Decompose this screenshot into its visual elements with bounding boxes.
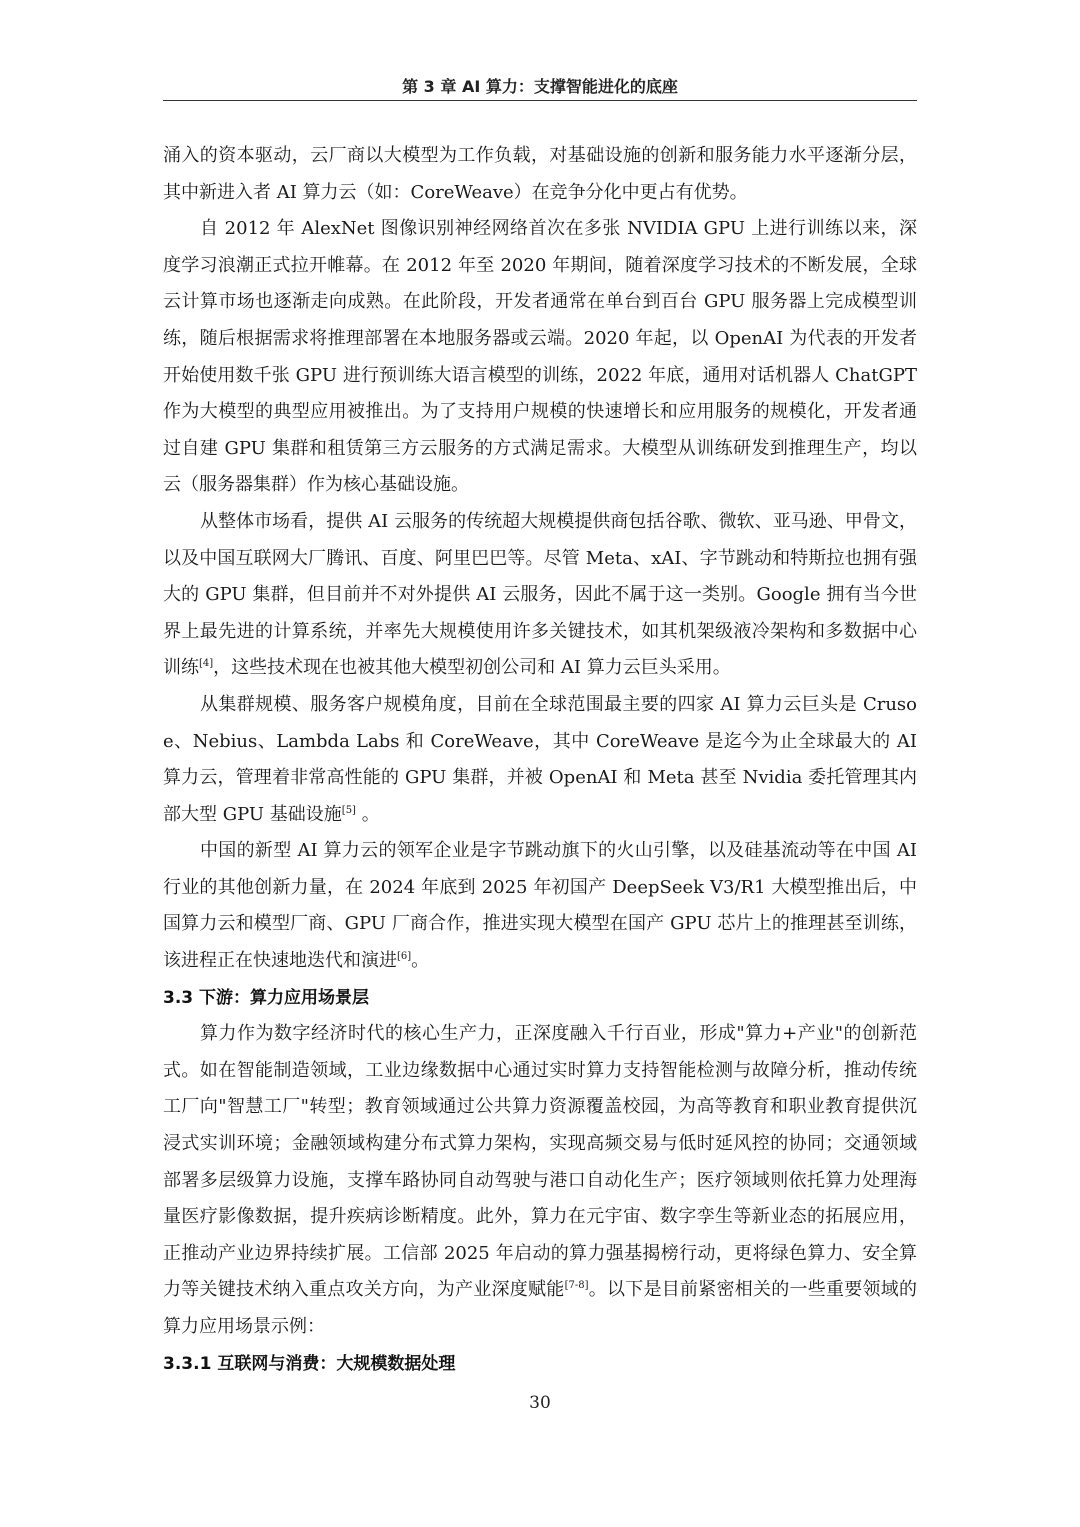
paragraph-text: 中国的新型 AI 算力云的领军企业是字节跳动旗下的火山引擎，以及硅基流动等在中国 AI 行业的其他创新力量，在 2024 年底到 2025 年初国产 DeepSeek V3/R1 大模型推出后，中国算力云和模型厂商、GPU 厂商合作，推进实现大模型在国产 GPU 芯片上的推理甚至训练，该进程正在快速地迭代和演进	[163, 840, 917, 972]
citation-ref: [7-8]	[564, 1280, 589, 1292]
paragraph-market-overview	[163, 504, 917, 687]
paragraph-text: 算力作为数字经济时代的核心生产力，正深度融入千行百业，形成"算力+产业"的创新范式。如在智能制造领域，工业边缘数据中心通过实时算力支持智能检测与故障分析，推动传统工厂向"智慧工厂"转型；教育领域通过公共算力资源覆盖校园，为高等教育和职业教育提供沉浸式实训环境；金融领域构建分布式算力架构，实现高频交易与低时延风控的协同；交通领域部署多层级算力设施，支撑车路协同自动驾驶与港口自动化生产；医疗领域则依托算力处理海量医疗影像数据，提升疾病诊断精度。此外，算力在元宇宙、数字孪生等新业态的拓展应用，正推动产业边界持续扩展。工信部 2025 年启动的算力强基揭榜行动，更将绿色算力、安全算力等关键技术纳入重点攻关方向，为产业深度赋能	[163, 1023, 917, 1301]
paragraph-text: 自 2012 年 AlexNet 图像识别神经网络首次在多张 NVIDIA GPU 上进行训练以来，深度学习浪潮正式拉开帷幕。在 2012 年至 2020 年期间，随着深度学习技术的不断发展，全球云计算市场也逐渐走向成熟。在此阶段，开发者通常在单台到百台 GPU 服务器上完成模型训练，随后根据需求将推理部署在本地服务器或云端。2020 年起，以 OpenAI 为代表的开发者开始使用数千张 GPU 进行预训练大语言模型的训练，2022 年底，通用对话机器人 ChatGPT 作为大模型的典型应用被推出。为了支持用户规模的快速增长和应用服务的规模化，开发者通过自建 GPU 集群和租赁第三方云服务的方式满足需求。大模型从训练研发到推理生产，均以云（服务器集群）作为核心基础设施。	[163, 218, 917, 496]
citation-ref: [5]	[341, 804, 356, 816]
paragraph-alexnet-history	[163, 211, 917, 504]
citation-ref: [4]	[199, 658, 214, 670]
page-body	[163, 138, 917, 1382]
paragraph-china-ai-clouds	[163, 833, 917, 979]
paragraph-tail: 。	[411, 950, 430, 972]
section-heading-3-3: 3.3 下游：算力应用场景层	[163, 987, 370, 1008]
paragraph-text: 涌入的资本驱动，云厂商以大模型为工作负载，对基础设施的创新和服务能力水平逐渐分层，其中新进入者 AI 算力云（如：CoreWeave）在竞争分化中更占有优势。	[163, 145, 917, 203]
paragraph-compute-applications	[163, 1016, 917, 1345]
paragraph-global-ai-clouds	[163, 687, 917, 833]
paragraph-tail: 。	[355, 803, 380, 825]
paragraph-text: 从整体市场看，提供 AI 云服务的传统超大规模提供商包括谷歌、微软、亚马逊、甲骨文，以及中国互联网大厂腾讯、百度、阿里巴巴等。尽管 Meta、xAI、字节跳动和特斯拉也拥有强大的 GPU 集群，但目前并不对外提供 AI 云服务，因此不属于这一类别。Google 拥有当今世界上最先进的计算系统，并率先大规模使用许多关键技术，如其机架级液冷架构和多数据中心训练	[163, 510, 917, 679]
section-heading-3-3-1: 3.3.1 互联网与消费：大规模数据处理	[163, 1353, 456, 1374]
paragraph-text: 从集群规模、服务客户规模角度，目前在全球范围最主要的四家 AI 算力云巨头是 Crusoe、Nebius、Lambda Labs 和 CoreWeave，其中 CoreWeave 是迄今为止全球最大的 AI 算力云，管理着非常高性能的 GPU 集群，并被 OpenAI 和 Meta 甚至 Nvidia 委托管理其内部大型 GPU 基础设施	[163, 693, 917, 825]
header-divider	[163, 100, 917, 101]
citation-ref: [6]	[397, 951, 412, 963]
chapter-header: 第 3 章 AI 算力：支撑智能进化的底座	[402, 77, 678, 96]
paragraph-continuation	[163, 138, 917, 211]
paragraph-tail: ，这些技术现在也被其他大模型初创公司和 AI 算力云巨头采用。	[213, 657, 731, 679]
paragraph-tail: 。以下是目前紧密相关的一些重要领域的算力应用场景示例：	[163, 1279, 918, 1337]
page-number: 30	[529, 1393, 551, 1413]
